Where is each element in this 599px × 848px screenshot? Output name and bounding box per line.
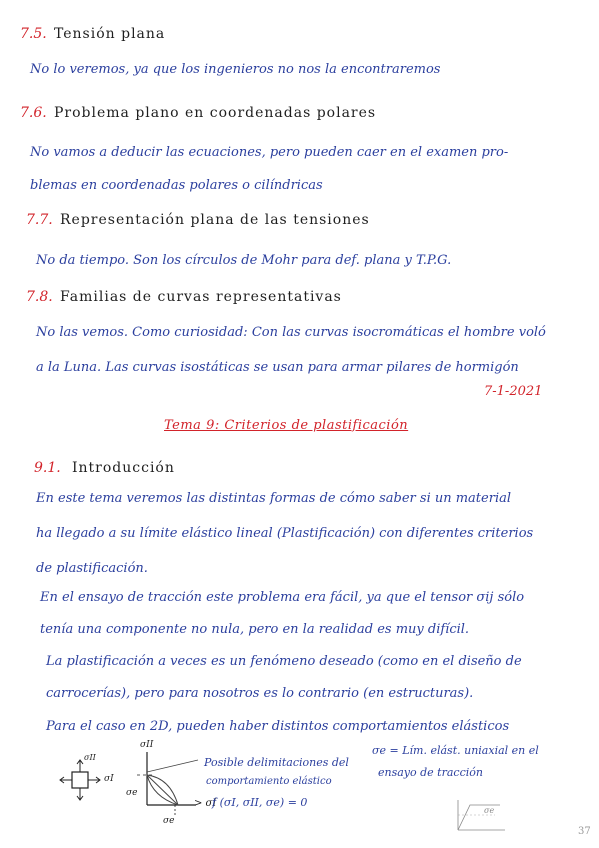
section-number: 7.7. bbox=[26, 212, 53, 228]
text-line: Para el caso en 2D, pueden haber distintos comportamientos elásticos bbox=[46, 719, 510, 734]
text-line: En el ensayo de tracción este problema era fácil, ya que el tensor σij sólo bbox=[40, 590, 525, 605]
text-line: No lo veremos, ya que los ingenieros no nos la encontraremos bbox=[30, 62, 441, 77]
text-line: No da tiempo. Son los círculos de Mohr para def. plana y T.P.G. bbox=[36, 253, 452, 268]
page-number: 37 bbox=[578, 826, 591, 837]
text-line: a la Luna. Las curvas isostáticas se usan para armar pilares de hormigón bbox=[36, 360, 519, 375]
text-line: No las vemos. Como curiosidad: Con las curvas isocromáticas el hombre voló bbox=[36, 325, 546, 340]
section-title: Representación plana de las tensiones bbox=[60, 212, 370, 228]
note-line: comportamiento elástico bbox=[206, 776, 332, 787]
section-number: 7.8. bbox=[26, 289, 53, 305]
text-line: En este tema veremos las distintas formas de cómo saber si un material bbox=[36, 491, 512, 506]
section-number: 9.1. bbox=[34, 460, 61, 476]
text-line: La plastificación a veces es un fenómeno deseado (como en el diseño de bbox=[46, 654, 522, 669]
sigma-e-vertical-label: σe bbox=[126, 788, 138, 798]
section-title: Problema plano en coordenadas polares bbox=[54, 105, 377, 121]
definition-line: ensayo de tracción bbox=[378, 766, 483, 779]
note-line: f (σI, σII, σe) = 0 bbox=[212, 796, 308, 809]
theme-title: Tema 9: Criterios de plastificación bbox=[164, 418, 409, 433]
section-title: Familias de curvas representativas bbox=[60, 289, 342, 305]
sigma1-axis-label: > σI bbox=[194, 798, 217, 809]
section-title: Tensión plana bbox=[54, 26, 166, 42]
note-line: Posible delimitaciones del bbox=[204, 756, 349, 769]
text-line: carrocerías), pero para nosotros es lo contrario (en estructuras). bbox=[46, 686, 474, 701]
text-line: de plastificación. bbox=[36, 561, 148, 576]
text-line: ha llegado a su límite elástico lineal (Plastificación) con diferentes criterios bbox=[36, 526, 534, 541]
section-title: Introducción bbox=[72, 460, 175, 476]
section-number: 7.5. bbox=[20, 26, 47, 42]
text-line: blemas en coordenadas polares o cilíndricas bbox=[30, 178, 323, 193]
sigma-e-horizontal-label: σe bbox=[163, 816, 175, 826]
text-line: tenía una componente no nula, pero en la realidad es muy difícil. bbox=[40, 622, 470, 637]
section-number: 7.6. bbox=[20, 105, 47, 121]
sigma2-small-label: σII bbox=[84, 753, 96, 762]
date-label: 7-1-2021 bbox=[484, 384, 543, 399]
sigma2-axis-label: σII bbox=[140, 740, 154, 750]
text-line: No vamos a deducir las ecuaciones, pero pueden caer en el examen pro- bbox=[30, 145, 509, 160]
graph-sigma-e-label: σe bbox=[484, 806, 495, 815]
sigma1-small-label: σI bbox=[104, 774, 114, 784]
definition-line: σe = Lím. elást. uniaxial en el bbox=[372, 744, 539, 757]
